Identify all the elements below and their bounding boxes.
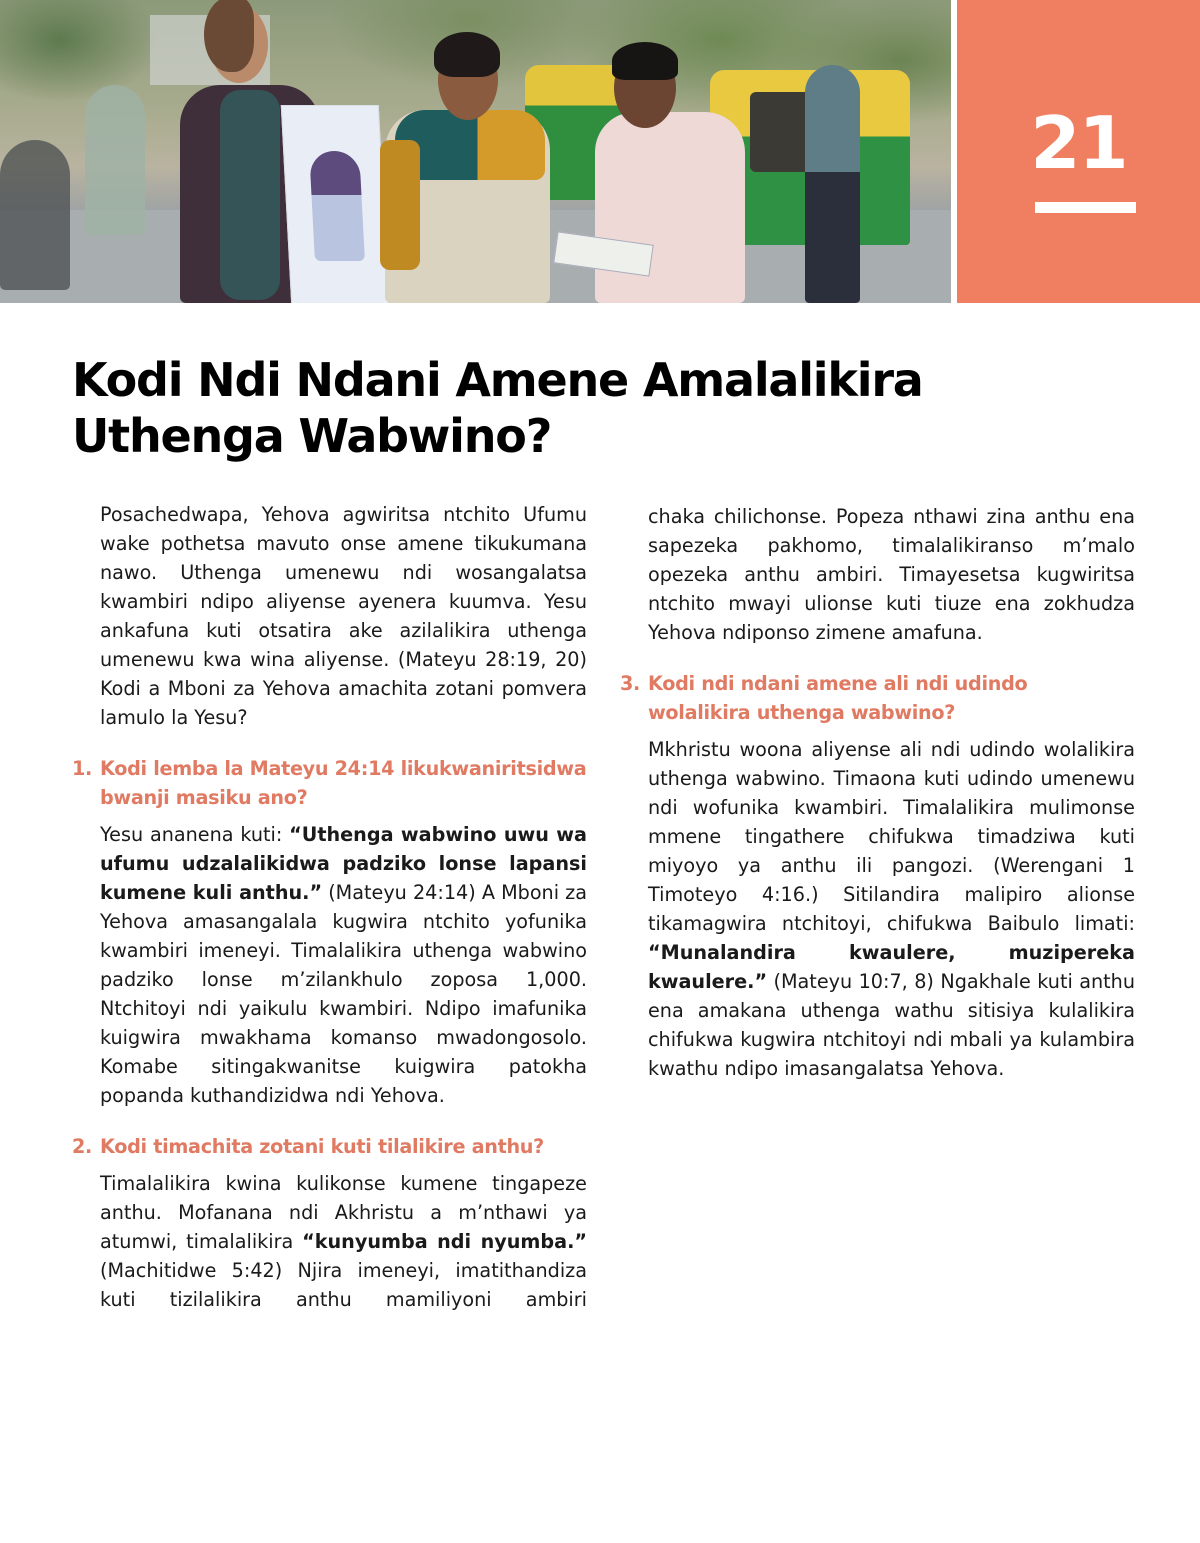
answer-paragraph-2 — [100, 1169, 587, 1314]
photo-head — [614, 48, 676, 128]
answer-text: (Mateyu 24:14) A Mboni za Yehova amasangalala kugwira ntchito yofunika kwambiri imeneyi. Timalalikira uthenga wabwino padziko lonse m’zilankhulo zoposa 1,000. Ntchitoyi ndi yaikulu kwambiri. Ndipo imafunika kuigwira mwakhama komanso mwadongosolo. Komabe sitingakwanitse kuigwira patokha popanda kuthandizidwa ndi Yehova. — [100, 881, 587, 1107]
scripture-quote: “Munalandira kwaulere, muzipereka kwaulere.” — [648, 941, 1135, 993]
intro-paragraph: Posachedwapa, Yehova agwiritsa ntchito Ufumu wake pothetsa mavuto onse amene tikukumana nawo. Uthenga umenewu ndi wosangalatsa kwambiri ndipo aliyense ayenera kuumva. Yesu ankafuna kuti otsatira ake azilalikira uthenga umenewu kwa wina aliyense. (Mateyu 28:19, 20) Kodi a Mboni za Yehova amachita zotani pomvera lamulo la Yesu? — [100, 503, 587, 729]
answer-text: (Machitidwe 5:42) Njira imeneyi, imatithandiza kuti tizilalikira anthu mamiliyoni ambiri — [100, 1259, 587, 1311]
photo-man — [595, 112, 745, 303]
chapter-number-box — [957, 0, 1200, 303]
answer-text: Mkhristu woona aliyense ali ndi udindo wolalikira uthenga wabwino. Timaona kuti udindo umenewu ndi wofunika kwambiri. Timalalikira mulimonse mmene tingathere chifukwa timadziwa kuti miyoyo ya anthu ili pangozi. (Werengani 1 Timoteyo 4:16.) Sitilandira malipiro alionse tikamagwira ntchitoyi, chifukwa Baibulo limati: — [648, 738, 1135, 935]
question-number: 1. — [72, 757, 93, 780]
scripture-quote: “Uthenga wabwino uwu wa ufumu udzalalikidwa padziko lonse lapansi kumene kuli anthu.” — [100, 823, 587, 904]
question-text: Kodi timachita zotani kuti tilalikire anthu? — [100, 1135, 544, 1158]
left-column — [72, 500, 587, 1314]
question-text: Kodi ndi ndani amene ali ndi udindo wolalikira uthenga wabwino? — [648, 672, 1028, 724]
answer-text: Timalalikira kwina kulikonse kumene tingapeze anthu. Mofanana ndi Akhristu a m’nthawi ya atumwi, timalalikira — [100, 1172, 587, 1253]
answer-paragraph-3 — [648, 735, 1135, 1083]
photo-display-cart-poster — [281, 105, 389, 303]
question-heading-3 — [620, 669, 1135, 727]
answer-text: Yesu ananena kuti: — [100, 823, 290, 846]
page-title: Kodi Ndi Ndani Amene Amalalikira Uthenga Wabwino? — [72, 353, 923, 463]
photo-head — [210, 5, 268, 83]
question-heading-1 — [72, 754, 587, 812]
chapter-underline — [1035, 202, 1136, 213]
photo-cyclist — [85, 85, 145, 235]
scripture-quote: “kunyumba ndi nyumba.” — [302, 1230, 587, 1253]
question-number: 2. — [72, 1135, 93, 1158]
chapter-number: 21 — [1030, 101, 1127, 185]
question-heading-2 — [72, 1132, 587, 1161]
photo-head — [438, 40, 498, 120]
photo-motorbike — [0, 140, 70, 290]
header-photo — [0, 0, 951, 303]
photo-woman-center — [385, 110, 550, 303]
question-text: Kodi lemba la Mateyu 24:14 likukwaniritsidwa bwanji masiku ano? — [100, 757, 587, 809]
answer-text: (Mateyu 10:7, 8) Ngakhale kuti anthu ena amakana uthenga wathu sitisiya kulalikira chifukwa kugwira ntchitoyi ndi mbali ya kulambira kwathu ndipo imasangalatsa Yehova. — [648, 970, 1135, 1080]
photo-pedestrian — [805, 65, 860, 303]
right-column — [620, 502, 1135, 1083]
answer-paragraph-2-continued: chaka chilichonse. Popeza nthawi zina anthu ena sapezeka pakhomo, timalalikiranso m’malo opezeka anthu ambiri. Timayesetsa kugwiritsa ntchito mwayi ulionse kuti tiuze ena zokhudza Yehova ndiponso zimene amafuna. — [648, 505, 1135, 644]
answer-paragraph-1 — [100, 820, 587, 1110]
question-number: 3. — [620, 672, 641, 695]
